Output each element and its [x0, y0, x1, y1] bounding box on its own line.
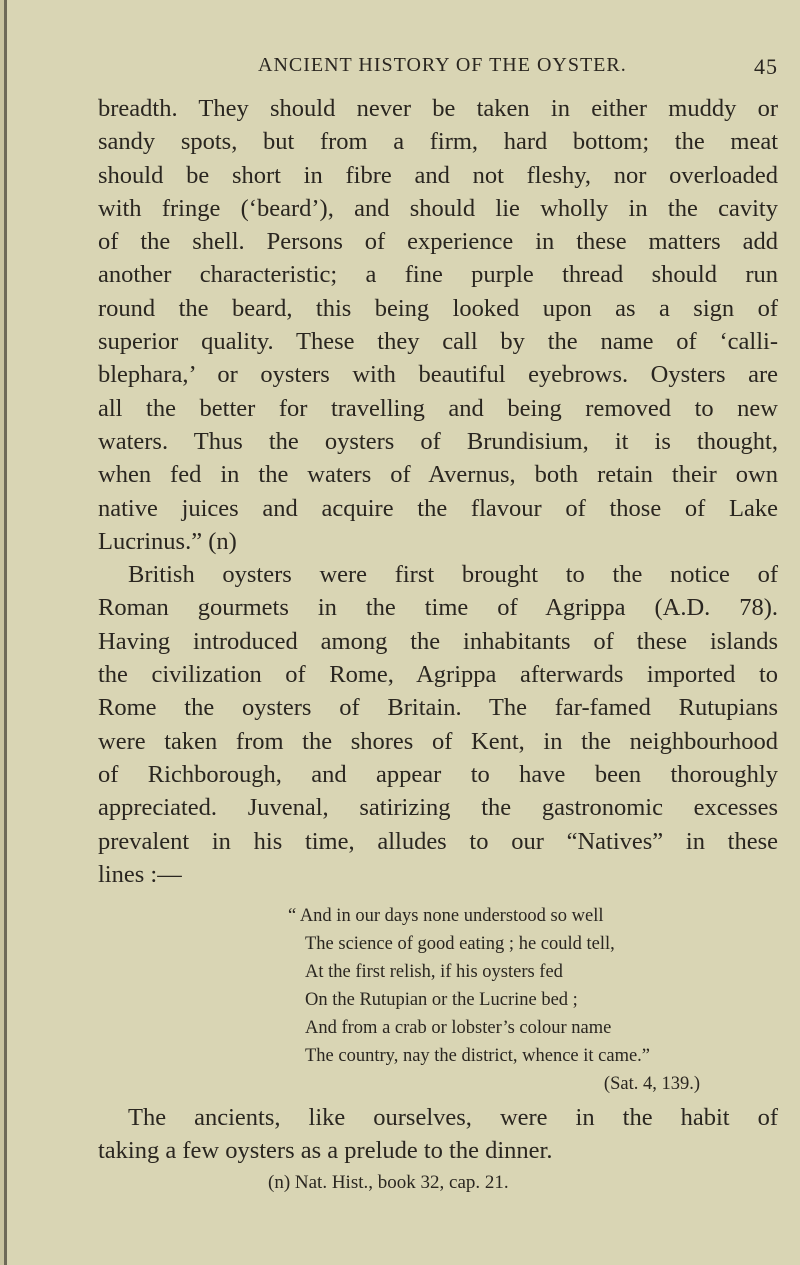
running-header: [258, 54, 778, 77]
text-line: taking a few oysters as a prelude to the dinner.: [98, 1137, 553, 1165]
verse-line: The science of good eating ; he could tell,: [305, 934, 615, 954]
text-line: Lucrinus.” (n): [98, 527, 237, 555]
text-line: the civilization of Rome, Agrippa afterwards imported to: [98, 661, 778, 689]
verse-line: “ And in our days none understood so well: [288, 906, 604, 926]
text-line: lines :—: [98, 860, 182, 888]
text-line: The ancients, like ourselves, were in the habit of: [128, 1104, 778, 1131]
verse-line: And from a crab or lobster’s colour name: [305, 1018, 612, 1038]
text-line: should be short in fibre and not fleshy, nor overloaded: [98, 161, 778, 189]
text-line: appreciated. Juvenal, satirizing the gastronomic excesses: [98, 794, 778, 822]
text-line: when fed in the waters of Avernus, both retain their own: [98, 461, 778, 489]
text-line: blephara,’ or oysters with beautiful eyebrows. Oysters are: [98, 361, 778, 389]
text-line: Having introduced among the inhabitants of these islands: [98, 627, 778, 655]
running-title: ANCIENT HISTORY OF THE OYSTER.: [258, 54, 627, 76]
verse-line: On the Rutupian or the Lucrine bed ;: [305, 990, 578, 1010]
text-line: waters. Thus the oysters of Brundisium, it is thought,: [98, 427, 778, 455]
verse-line: The country, nay the district, whence it came.”: [305, 1046, 651, 1066]
closing-paragraph: [98, 1101, 778, 1168]
body-text: [98, 92, 778, 891]
text-line: of Richborough, and appear to have been thoroughly: [98, 760, 778, 788]
verse-citation: (Sat. 4, 139.): [603, 1074, 700, 1094]
text-line: native juices and acquire the flavour of those of Lake: [98, 494, 778, 522]
text-line: breadth. They should never be taken in either muddy or: [98, 95, 778, 122]
text-line: sandy spots, but from a firm, hard bottom; the meat: [98, 128, 778, 156]
page-number: 45: [754, 54, 778, 79]
text-line: were taken from the shores of Kent, in the neighbourhood: [98, 727, 778, 755]
text-line: another characteristic; a fine purple thread should run: [98, 261, 778, 289]
text-line: round the beard, this being looked upon as a sign of: [98, 294, 778, 322]
text-line: superior quality. These they call by the name of ‘calli-: [98, 328, 778, 356]
verse-quotation: [288, 902, 700, 1098]
text-line: with fringe (‘beard’), and should lie wholly in the cavity: [98, 194, 778, 222]
text-line: of the shell. Persons of experience in these matters add: [98, 228, 778, 256]
text-line: all the better for travelling and being removed to new: [98, 394, 778, 422]
page-binding-edge: [4, 0, 7, 1265]
text-line: British oysters were first brought to the notice of: [128, 561, 778, 589]
verse-line: At the first relish, if his oysters fed: [305, 962, 563, 982]
footnote: (n) Nat. Hist., book 32, cap. 21.: [268, 1172, 509, 1193]
text-line: Rome the oysters of Britain. The far-famed Rutupians: [98, 694, 778, 722]
text-line: Roman gourmets in the time of Agrippa (A.D. 78).: [98, 594, 778, 622]
text-line: prevalent in his time, alludes to our “Natives” in these: [98, 827, 778, 855]
